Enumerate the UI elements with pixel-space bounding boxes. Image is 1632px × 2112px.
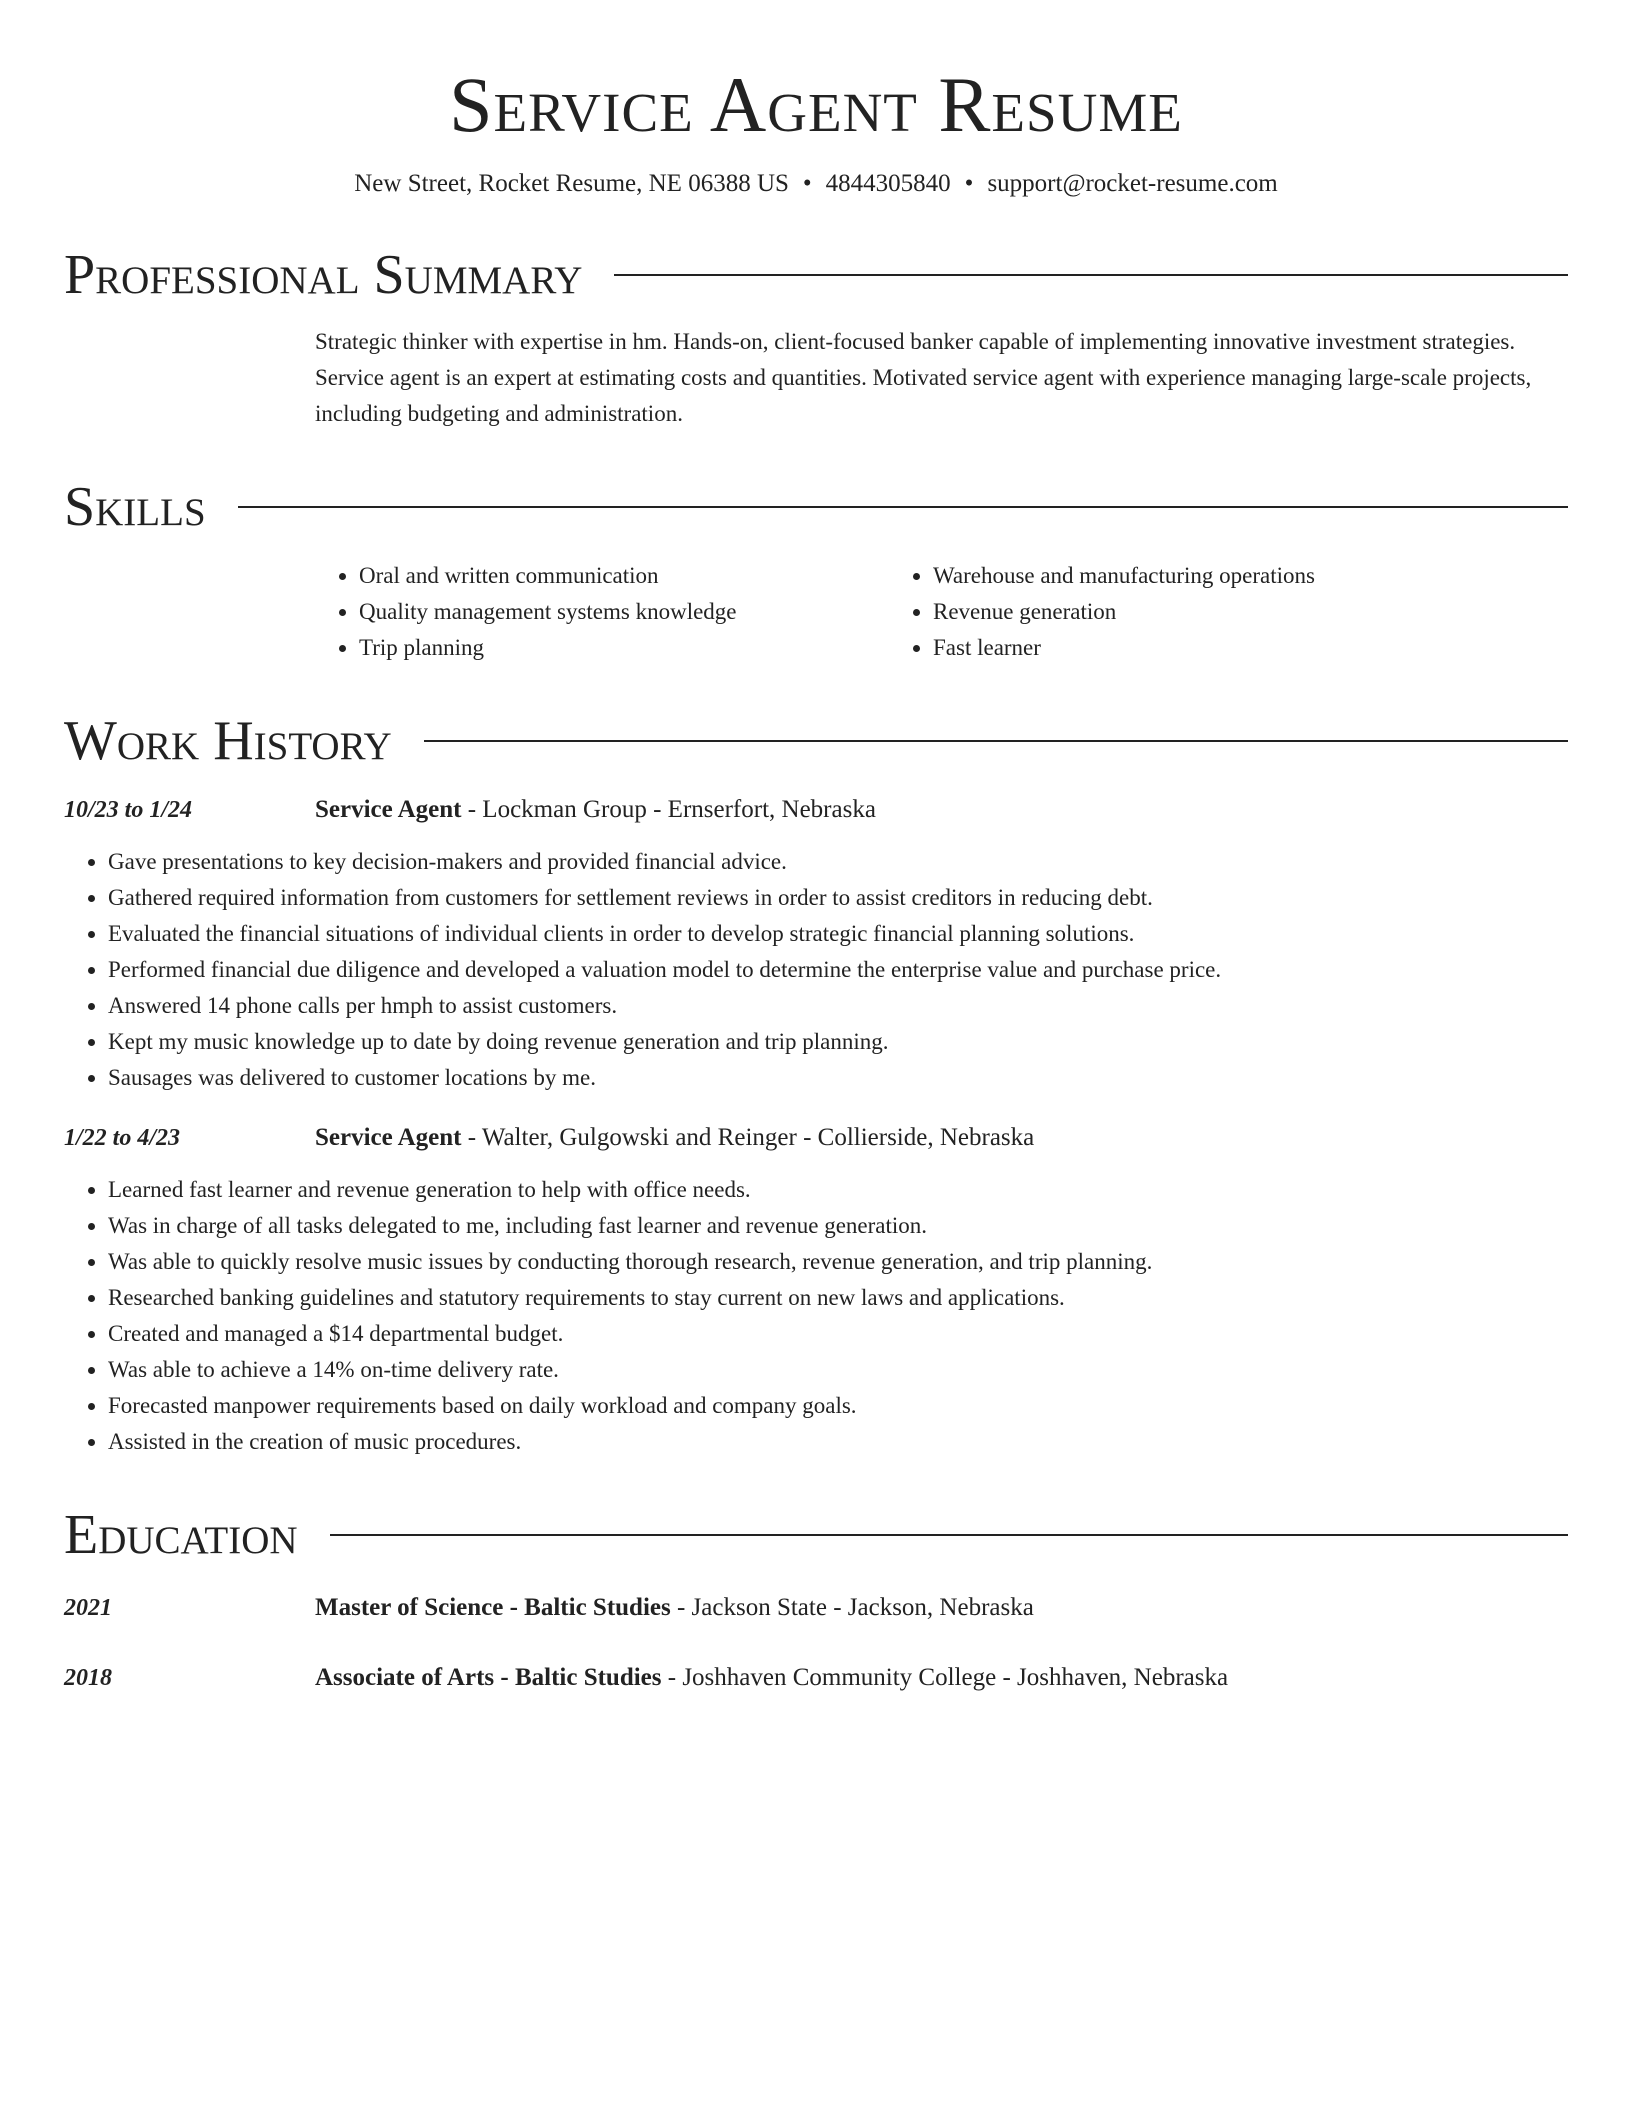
summary-text: Strategic thinker with expertise in hm. Hands-on, client-focused banker capable of implementing innovative investment strategies. Service agent is an expert at estimating costs and quantities. Motivated service agent with experience managing large-scale projects, including budgeting and administration. — [315, 329, 1532, 426]
education-school: - Joshhaven Community College - Joshhaven, Nebraska — [661, 1664, 1229, 1691]
education-line — [315, 1660, 1228, 1696]
education-year: 2021 — [64, 1595, 112, 1621]
skill-item: • Trip planning — [359, 630, 889, 666]
job-bullet: • Sausages was delivered to customer locations by me. — [108, 1060, 1568, 1096]
skill-item: • Oral and written communication — [359, 558, 889, 594]
job-employer: - Walter, Gulgowski and Reinger - Collierside, Nebraska — [461, 1124, 1035, 1151]
job-bullet: • Assisted in the creation of music procedures. — [108, 1424, 1568, 1460]
job-employer: - Lockman Group - Ernserfort, Nebraska — [461, 796, 876, 823]
job-dates: 10/23 to 1/24 — [64, 797, 193, 823]
job-bullet: • Was in charge of all tasks delegated to me, including fast learner and revenue generation. — [108, 1208, 1568, 1244]
job-title: Service Agent — [315, 796, 462, 823]
contact-separator: • — [802, 170, 812, 197]
job-bullet: • Answered 14 phone calls per hmph to assist customers. — [108, 988, 1568, 1024]
job-entry — [64, 792, 1568, 1096]
skills-heading: Skills — [64, 476, 206, 538]
job-bullet: • Learned fast learner and revenue generation to help with office needs. — [108, 1172, 1568, 1208]
skill-item: • Fast learner — [933, 630, 1463, 666]
education-school: - Jackson State - Jackson, Nebraska — [670, 1594, 1034, 1621]
education-heading: Education — [64, 1504, 298, 1566]
job-title: Service Agent — [315, 1124, 462, 1151]
education-line — [315, 1590, 1034, 1626]
job-bullet: • Was able to quickly resolve music issues by conducting thorough research, revenue generation, and trip planning. — [108, 1244, 1568, 1280]
skill-item: • Warehouse and manufacturing operations — [933, 558, 1463, 594]
job-bullet: • Performed financial due diligence and developed a valuation model to determine the enterprise value and purchase price. — [108, 952, 1568, 988]
summary-heading: Professional Summary — [64, 244, 583, 306]
section-divider — [330, 1534, 1568, 1536]
education-entry — [64, 1660, 1568, 1696]
work-section-header — [64, 710, 1568, 772]
job-bullet: • Was able to achieve a 14% on-time delivery rate. — [108, 1352, 1568, 1388]
contact-separator: • — [964, 170, 974, 197]
skills-section-header — [64, 476, 1568, 538]
education-degree: Master of Science - Baltic Studies — [315, 1594, 671, 1621]
job-bullets — [64, 1172, 1568, 1460]
education-degree: Associate of Arts - Baltic Studies — [315, 1664, 662, 1691]
job-header — [64, 792, 1568, 828]
resume-title: Service Agent Resume — [449, 61, 1183, 148]
education-section-header — [64, 1504, 1568, 1566]
skill-item: • Quality management systems knowledge — [359, 594, 889, 630]
job-bullet: • Researched banking guidelines and statutory requirements to stay current on new laws and applications. — [108, 1280, 1568, 1316]
skills-column-right — [889, 558, 1463, 666]
section-divider — [424, 740, 1568, 742]
job-bullet: • Forecasted manpower requirements based on daily workload and company goals. — [108, 1388, 1568, 1424]
resume-page — [64, 0, 1568, 1696]
skills-column-left — [315, 558, 889, 666]
job-header — [64, 1120, 1568, 1156]
skill-item: • Revenue generation — [933, 594, 1463, 630]
contact-phone: 4844305840 — [825, 170, 951, 197]
section-divider — [238, 506, 1568, 508]
job-bullet: • Created and managed a $14 departmental budget. — [108, 1316, 1568, 1352]
job-bullet: • Gathered required information from customers for settlement reviews in order to assist creditors in reducing debt. — [108, 880, 1568, 916]
job-bullet: • Evaluated the financial situations of individual clients in order to develop strategic financial planning solutions. — [108, 916, 1568, 952]
job-bullets — [64, 844, 1568, 1096]
section-divider — [614, 274, 1568, 276]
job-bullet: • Kept my music knowledge up to date by doing revenue generation and trip planning. — [108, 1024, 1568, 1060]
education-entry — [64, 1590, 1568, 1626]
job-bullet: • Gave presentations to key decision-makers and provided financial advice. — [108, 844, 1568, 880]
job-dates: 1/22 to 4/23 — [64, 1125, 181, 1151]
work-heading: Work History — [64, 710, 392, 772]
contact-line — [64, 168, 1568, 200]
skills-list — [315, 558, 1568, 666]
job-title-line — [315, 792, 876, 828]
contact-email: support@rocket-resume.com — [987, 170, 1278, 197]
job-title-line — [315, 1120, 1034, 1156]
job-entry — [64, 1120, 1568, 1460]
contact-address: New Street, Rocket Resume, NE 06388 US — [354, 170, 789, 197]
summary-section-header — [64, 244, 1568, 306]
education-year: 2018 — [64, 1665, 112, 1691]
